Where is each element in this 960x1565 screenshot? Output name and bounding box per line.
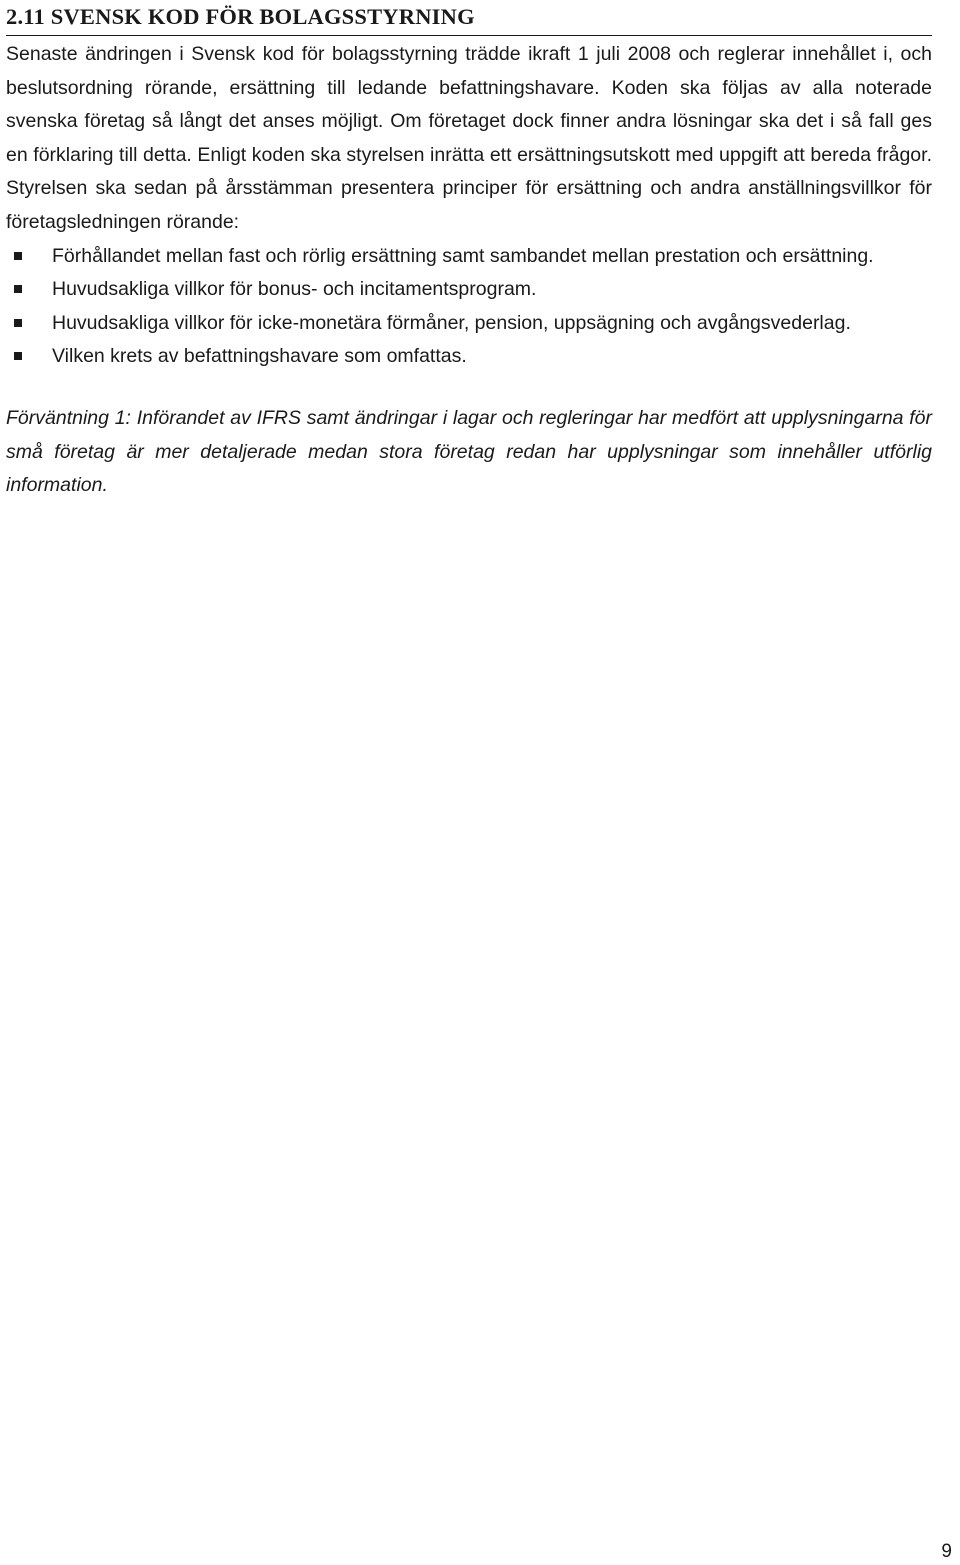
page-number: 9 [941, 1541, 952, 1562]
document-page [6, 0, 932, 503]
square-bullet-icon [14, 352, 22, 360]
list-item [6, 240, 932, 274]
section-heading: 2.11 SVENSK KOD FÖR BOLAGSSTYRNING [6, 2, 932, 36]
expectation-paragraph: Förväntning 1: Införandet av IFRS samt ändringar i lagar och regleringar har medfört att upplysningarna för små företag är mer detaljerade medan stora företag redan har upplysningar som innehåller utförlig information. [6, 406, 932, 497]
list-item [6, 273, 932, 307]
square-bullet-icon [14, 285, 22, 293]
list-item-text: Huvudsakliga villkor för icke-monetära förmåner, pension, uppsägning och avgångsvederlag. [52, 311, 851, 334]
list-item [6, 340, 932, 374]
square-bullet-icon [14, 252, 22, 260]
body-paragraph: Senaste ändringen i Svensk kod för bolagsstyrning trädde ikraft 1 juli 2008 och reglerar innehållet i, och beslutsordning rörande, ersättning till ledande befattningshavare. Koden ska följas av alla noterade svenska företag så långt det anses möjligt. Om företaget dock finner andra lösningar ska det i så fall ges en förklaring till detta. Enligt koden ska styrelsen inrätta ett ersättningsutskott med uppgift att bereda frågor. Styrelsen ska sedan på årsstämman presentera principer för ersättning och andra anställningsvillkor för företagsledningen rörande: [6, 43, 932, 233]
list-item-text: Förhållandet mellan fast och rörlig ersättning samt sambandet mellan prestation och ersättning. [52, 244, 874, 267]
square-bullet-icon [14, 319, 22, 327]
list-item [6, 307, 932, 341]
list-item-text: Vilken krets av befattningshavare som omfattas. [52, 345, 467, 368]
list-item-text: Huvudsakliga villkor för bonus- och incitamentsprogram. [52, 278, 537, 301]
bullet-list [6, 240, 932, 374]
